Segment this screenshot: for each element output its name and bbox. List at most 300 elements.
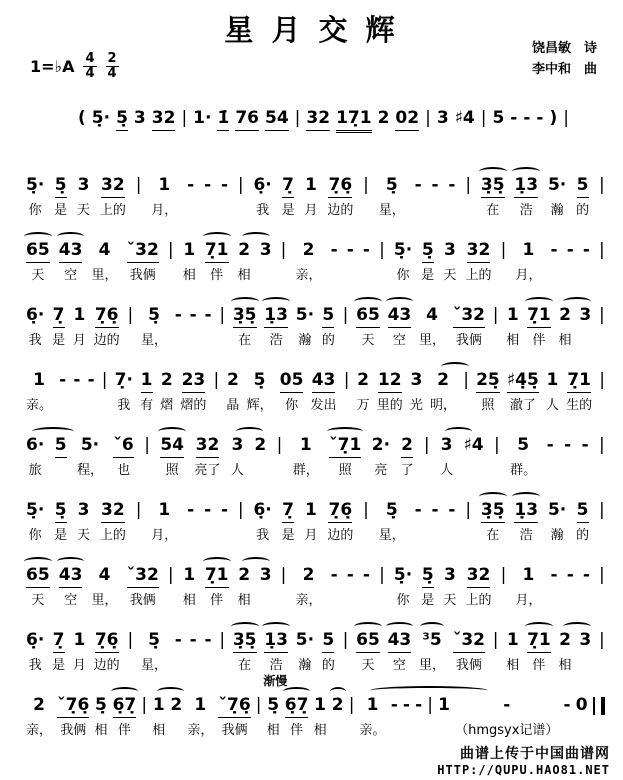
note-cell: [180, 370, 206, 414]
note-cell: [322, 305, 335, 349]
note: 32: [196, 435, 220, 458]
note: 7̣1: [205, 565, 229, 588]
note-cell: [599, 435, 605, 479]
lyric: 了: [400, 463, 414, 478]
music-line: [26, 421, 605, 479]
note-cell: [235, 108, 259, 152]
note-cell: [219, 305, 225, 349]
note-cell: [506, 630, 519, 674]
note-cell: [576, 500, 589, 544]
note-cell: [465, 175, 471, 219]
note-cell: [579, 630, 591, 674]
note: 32: [467, 240, 491, 263]
note: 4: [426, 305, 438, 325]
slur-mark: [57, 232, 85, 241]
slur-mark: [370, 686, 488, 695]
note-cell: [280, 370, 304, 414]
note-cell: [464, 435, 484, 479]
note-cell: [26, 175, 44, 219]
note-cell: [481, 108, 487, 152]
lyric: 上的: [465, 268, 492, 283]
lyric: 相: [182, 593, 196, 608]
note-cell: [256, 695, 262, 739]
lyric: 光: [409, 398, 423, 413]
note-cell: [285, 695, 309, 739]
note: -: [448, 500, 456, 520]
note: 6̣7̣: [285, 695, 309, 718]
note: 3: [259, 565, 272, 585]
lyric: 的: [321, 333, 335, 348]
note-cell: [343, 630, 349, 674]
note: 1: [546, 370, 559, 390]
site-url: HTTP://QUPU.HAO81.NET: [437, 763, 610, 777]
music-line: [26, 226, 605, 284]
slur-mark: [231, 622, 259, 631]
note-cell: [204, 630, 211, 674]
note-cell: [127, 305, 133, 349]
note-cell: [221, 500, 228, 544]
note-cell: [204, 500, 211, 544]
lyric: 天: [443, 593, 457, 608]
note-cell: [527, 305, 551, 349]
note-cell: [549, 108, 557, 152]
lyric: 上的: [99, 528, 126, 543]
note-cell: [26, 305, 44, 349]
note-cell: [547, 435, 554, 479]
note: -: [330, 240, 338, 260]
note-cell: [536, 108, 543, 152]
note-cell: [254, 435, 266, 479]
note: ˇ7̣6̣: [218, 695, 250, 718]
note-cell: [599, 370, 605, 414]
note-cell: [187, 500, 194, 544]
lyric: 晶: [226, 398, 240, 413]
note: 6̣·: [253, 175, 272, 195]
note-cell: [548, 500, 566, 544]
note-cell: [115, 370, 133, 414]
note-cell: [55, 435, 67, 479]
note-cell: [567, 240, 574, 284]
note-cell: [582, 435, 589, 479]
note: ˇ7̣1: [329, 435, 361, 458]
note-cell: [151, 175, 177, 219]
lyric: 星，: [140, 333, 167, 348]
note-cell: [296, 630, 314, 674]
note: 2: [559, 305, 571, 328]
lyric: 天: [361, 658, 375, 673]
note: -: [564, 435, 572, 455]
note-cell: [54, 175, 67, 219]
note-cell: [141, 305, 167, 349]
lyric: 熠的: [180, 398, 207, 413]
barline: |: [127, 630, 134, 650]
note-cell: [127, 565, 159, 609]
note-cell: [415, 175, 422, 219]
note: 3: [410, 370, 423, 390]
lyric: 是: [421, 593, 435, 608]
music-line: [26, 161, 605, 219]
note: -: [390, 695, 398, 715]
note-cell: [493, 630, 499, 674]
note: 3̣5̣: [481, 175, 505, 198]
note-cell: [88, 370, 95, 414]
note-cell: [26, 695, 52, 739]
tempo-mark: 渐慢: [263, 674, 288, 688]
barline: |: [494, 435, 500, 455]
lyric: 澈了: [509, 398, 536, 413]
barline: |: [219, 305, 226, 325]
note: 43: [388, 630, 412, 653]
note: 5̣·: [26, 175, 45, 195]
note: -: [346, 240, 354, 260]
note: 43: [312, 370, 336, 393]
note-cell: [141, 695, 147, 739]
lyric: 月，: [515, 593, 542, 608]
note-cell: [140, 370, 153, 414]
barline: |: [348, 695, 355, 715]
note-cell: [583, 565, 590, 609]
lyric: 相: [237, 268, 251, 283]
note: 25̣: [476, 370, 500, 393]
slur-mark: [231, 297, 259, 306]
note-cell: [440, 435, 453, 479]
note: 6̣·: [26, 630, 45, 650]
lyric: 亲，: [295, 268, 322, 283]
note: -: [189, 630, 197, 650]
lyric: 伴: [210, 593, 224, 608]
lyric: 我: [117, 398, 131, 413]
note-cell: [514, 500, 538, 544]
note: 32: [101, 175, 125, 198]
note-cell: [493, 305, 499, 349]
note-cell: [566, 370, 592, 414]
note-cell: [59, 240, 83, 284]
slur-mark: [24, 232, 52, 241]
lyric: 天: [77, 203, 91, 218]
note: 1̇: [217, 108, 229, 131]
note-cell: [277, 435, 283, 479]
barline: |: [599, 565, 605, 585]
note: 23: [182, 370, 206, 393]
note: 1: [33, 370, 45, 390]
note-cell: [421, 240, 434, 284]
note: 5̣·: [26, 500, 45, 520]
note-cell: [151, 500, 177, 544]
barline: |: [219, 630, 226, 650]
note: -: [73, 370, 81, 390]
barline: |: [276, 435, 283, 455]
slur-mark: [24, 557, 52, 566]
note: ♯4: [454, 108, 475, 128]
note-cell: [113, 695, 137, 739]
note-cell: [314, 695, 327, 739]
note-cell: [187, 695, 213, 739]
note-cell: [113, 435, 133, 479]
lyric: 里的: [376, 398, 403, 413]
note: 54: [265, 108, 289, 131]
lyric: 是: [421, 268, 435, 283]
note: 17̣1: [336, 108, 372, 133]
lyric: 照: [481, 398, 495, 413]
note-cell: [443, 240, 456, 284]
note-cell: [388, 630, 412, 674]
note: 7̣: [53, 630, 65, 653]
note: -: [414, 500, 422, 520]
lyric: 相: [313, 723, 327, 738]
note-cell: [356, 305, 380, 349]
lyric: 明，: [430, 398, 457, 413]
lyric: 边的: [327, 528, 354, 543]
note-cell: [59, 565, 83, 609]
note: 5: [492, 108, 505, 128]
note-cell: [437, 108, 449, 152]
note-cell: [152, 695, 165, 739]
barline: |: [280, 565, 287, 585]
note-cell: [116, 108, 128, 152]
note: 5̣·: [91, 108, 111, 128]
barline: |: [255, 695, 262, 715]
note-cell: [510, 108, 517, 152]
note: 32: [467, 565, 491, 588]
note: 1̣3: [514, 175, 538, 198]
note: -: [566, 240, 574, 260]
lyric: 亲。: [359, 723, 386, 738]
barline: |: [379, 565, 385, 585]
time-signature-4-4: [83, 52, 96, 81]
lyric: 相: [237, 593, 251, 608]
note-cell: [264, 305, 288, 349]
note: 2: [332, 695, 344, 718]
note: 5̣: [422, 565, 434, 588]
note: -: [59, 370, 67, 390]
slur-mark: [354, 297, 382, 306]
lyric: 瀚: [298, 658, 312, 673]
note-cell: [205, 240, 229, 284]
note: 7̣1: [527, 305, 551, 328]
note-row: [26, 240, 605, 284]
note: 1: [73, 305, 86, 325]
lyric: 我俩: [60, 723, 87, 738]
note: 3: [231, 435, 243, 458]
note: 2·: [371, 435, 391, 455]
slur-mark: [111, 687, 139, 696]
note: -: [204, 305, 212, 325]
lyric: 天: [77, 528, 91, 543]
note-cell: [599, 240, 605, 284]
note-cell: [183, 240, 196, 284]
note-cell: [527, 630, 551, 674]
barline: |: [427, 695, 433, 715]
note: -: [174, 305, 182, 325]
slur-mark: [479, 492, 507, 501]
note: -: [220, 500, 229, 520]
note-cell: [481, 175, 505, 219]
note-row: [26, 500, 605, 544]
note: 3: [443, 240, 456, 260]
note-cell: [336, 108, 372, 154]
note: 1: [314, 695, 326, 715]
slur-mark: [327, 427, 363, 436]
lyric: 也: [117, 463, 131, 478]
lyricist-credit: 饶昌敏 诗: [531, 41, 597, 56]
note: 1: [506, 630, 519, 650]
lyric: 旅: [28, 463, 42, 478]
lyric: 群。: [510, 463, 537, 478]
lyric: 亮: [374, 463, 388, 478]
lyric: 伴: [210, 268, 224, 283]
meter-numerator: 4: [85, 51, 95, 66]
note-cell: [421, 565, 434, 609]
note: 1: [73, 630, 86, 650]
note-cell: [92, 565, 118, 609]
note-cell: [424, 435, 430, 479]
note-cell: [501, 240, 507, 284]
barline: |: [167, 565, 174, 585]
note: 6̣7̣: [113, 695, 137, 718]
note-cell: [379, 500, 405, 544]
note: 6̣·: [253, 500, 272, 520]
note: -: [582, 565, 590, 585]
note-cell: [100, 175, 126, 219]
note-cell: [394, 240, 412, 284]
key-label: 1=♭A: [30, 57, 75, 76]
note-cell: [599, 305, 605, 349]
note-cell: [379, 565, 385, 609]
lyric: 亲，: [295, 593, 322, 608]
lyric: 空: [64, 268, 78, 283]
note: 3: [436, 108, 449, 128]
note-cell: [327, 500, 353, 544]
note: 2: [33, 695, 45, 715]
note-cell: [183, 565, 196, 609]
note-cell: [378, 108, 390, 152]
note: 2: [170, 695, 183, 715]
note: -: [581, 435, 589, 455]
note-cell: [514, 175, 538, 219]
lyric: 里，: [419, 658, 446, 673]
note-cell: [26, 500, 44, 544]
lyric: 程，: [76, 463, 103, 478]
note: 2: [160, 370, 173, 390]
lyric: 浩: [269, 658, 283, 673]
note: -: [204, 175, 212, 195]
note-cell: [263, 674, 288, 739]
note-cell: [204, 305, 211, 349]
lyric: 在: [486, 203, 500, 218]
lyric: 上的: [465, 593, 492, 608]
note-cell: [394, 565, 412, 609]
barline: |: [598, 630, 605, 650]
time-signature-2-4: [106, 52, 119, 81]
note-row: [26, 175, 605, 219]
note-cell: [238, 175, 244, 219]
lyric: 我俩: [455, 333, 482, 348]
barline: |: [342, 630, 349, 650]
note-cell: [238, 565, 251, 609]
credits: [532, 38, 597, 80]
note-cell: [77, 435, 103, 479]
note: 1: [158, 500, 171, 520]
note-cell: [322, 630, 335, 674]
note: -: [582, 240, 590, 260]
note-cell: [506, 305, 519, 349]
note: 1: [141, 370, 153, 393]
lyric: 照: [338, 463, 352, 478]
lyric: 浩: [269, 333, 283, 348]
note-cell: [136, 175, 142, 219]
lyric: 相: [152, 723, 166, 738]
note-cell: [170, 695, 182, 739]
note: 2: [238, 565, 250, 588]
note: -: [402, 695, 410, 715]
note-cell: [455, 108, 475, 152]
note-cell: [599, 500, 605, 544]
note: 5̣: [116, 108, 128, 131]
note: 4: [98, 565, 111, 585]
note: -: [510, 108, 518, 128]
lyric: 星，: [378, 528, 405, 543]
note-row: [26, 565, 605, 609]
barline: |: [465, 500, 472, 520]
note: 2: [302, 240, 315, 260]
lyric: 群，: [292, 463, 319, 478]
note-cell: [73, 630, 86, 674]
note-cell: [481, 500, 505, 544]
note: 3: [441, 435, 453, 458]
note-cell: [377, 370, 403, 414]
barline: |: [237, 500, 244, 520]
note-cell: [360, 695, 386, 739]
note-cell: [363, 565, 370, 609]
lyric: 伴: [290, 723, 304, 738]
note-cell: [233, 630, 257, 674]
note-cell: [94, 695, 107, 739]
lyric: 空: [64, 593, 78, 608]
note: 5: [517, 435, 530, 455]
note: ˇ32: [453, 630, 485, 653]
music-line: [26, 616, 605, 674]
lyric: 你: [285, 398, 299, 413]
note: ): [549, 108, 558, 128]
note: 1: [158, 175, 171, 195]
note-cell: [100, 500, 126, 544]
note: 32: [152, 108, 176, 131]
note-cell: [356, 630, 380, 674]
lyric: 亲，: [26, 723, 53, 738]
note: 0: [575, 695, 588, 715]
note-cell: [260, 565, 272, 609]
lyric: 月: [304, 528, 318, 543]
note: 7̣1: [567, 370, 591, 393]
note-cell: [102, 370, 108, 414]
note-cell: [193, 108, 211, 152]
note-cell: [523, 108, 530, 152]
lyric: 在: [238, 658, 252, 673]
note: 1: [183, 240, 196, 260]
note-cell: [134, 108, 146, 152]
note: 6̣·: [26, 305, 45, 325]
lyric: 有: [140, 398, 154, 413]
note-cell: [281, 240, 287, 284]
note-cell: [190, 630, 197, 674]
note-cell: [546, 370, 559, 414]
note: 3: [77, 175, 90, 195]
note-cell: [160, 370, 173, 414]
lyric: 我俩: [129, 593, 156, 608]
barline: |: [492, 630, 499, 650]
note-cell: [343, 305, 349, 349]
lyric: 我俩: [129, 268, 156, 283]
